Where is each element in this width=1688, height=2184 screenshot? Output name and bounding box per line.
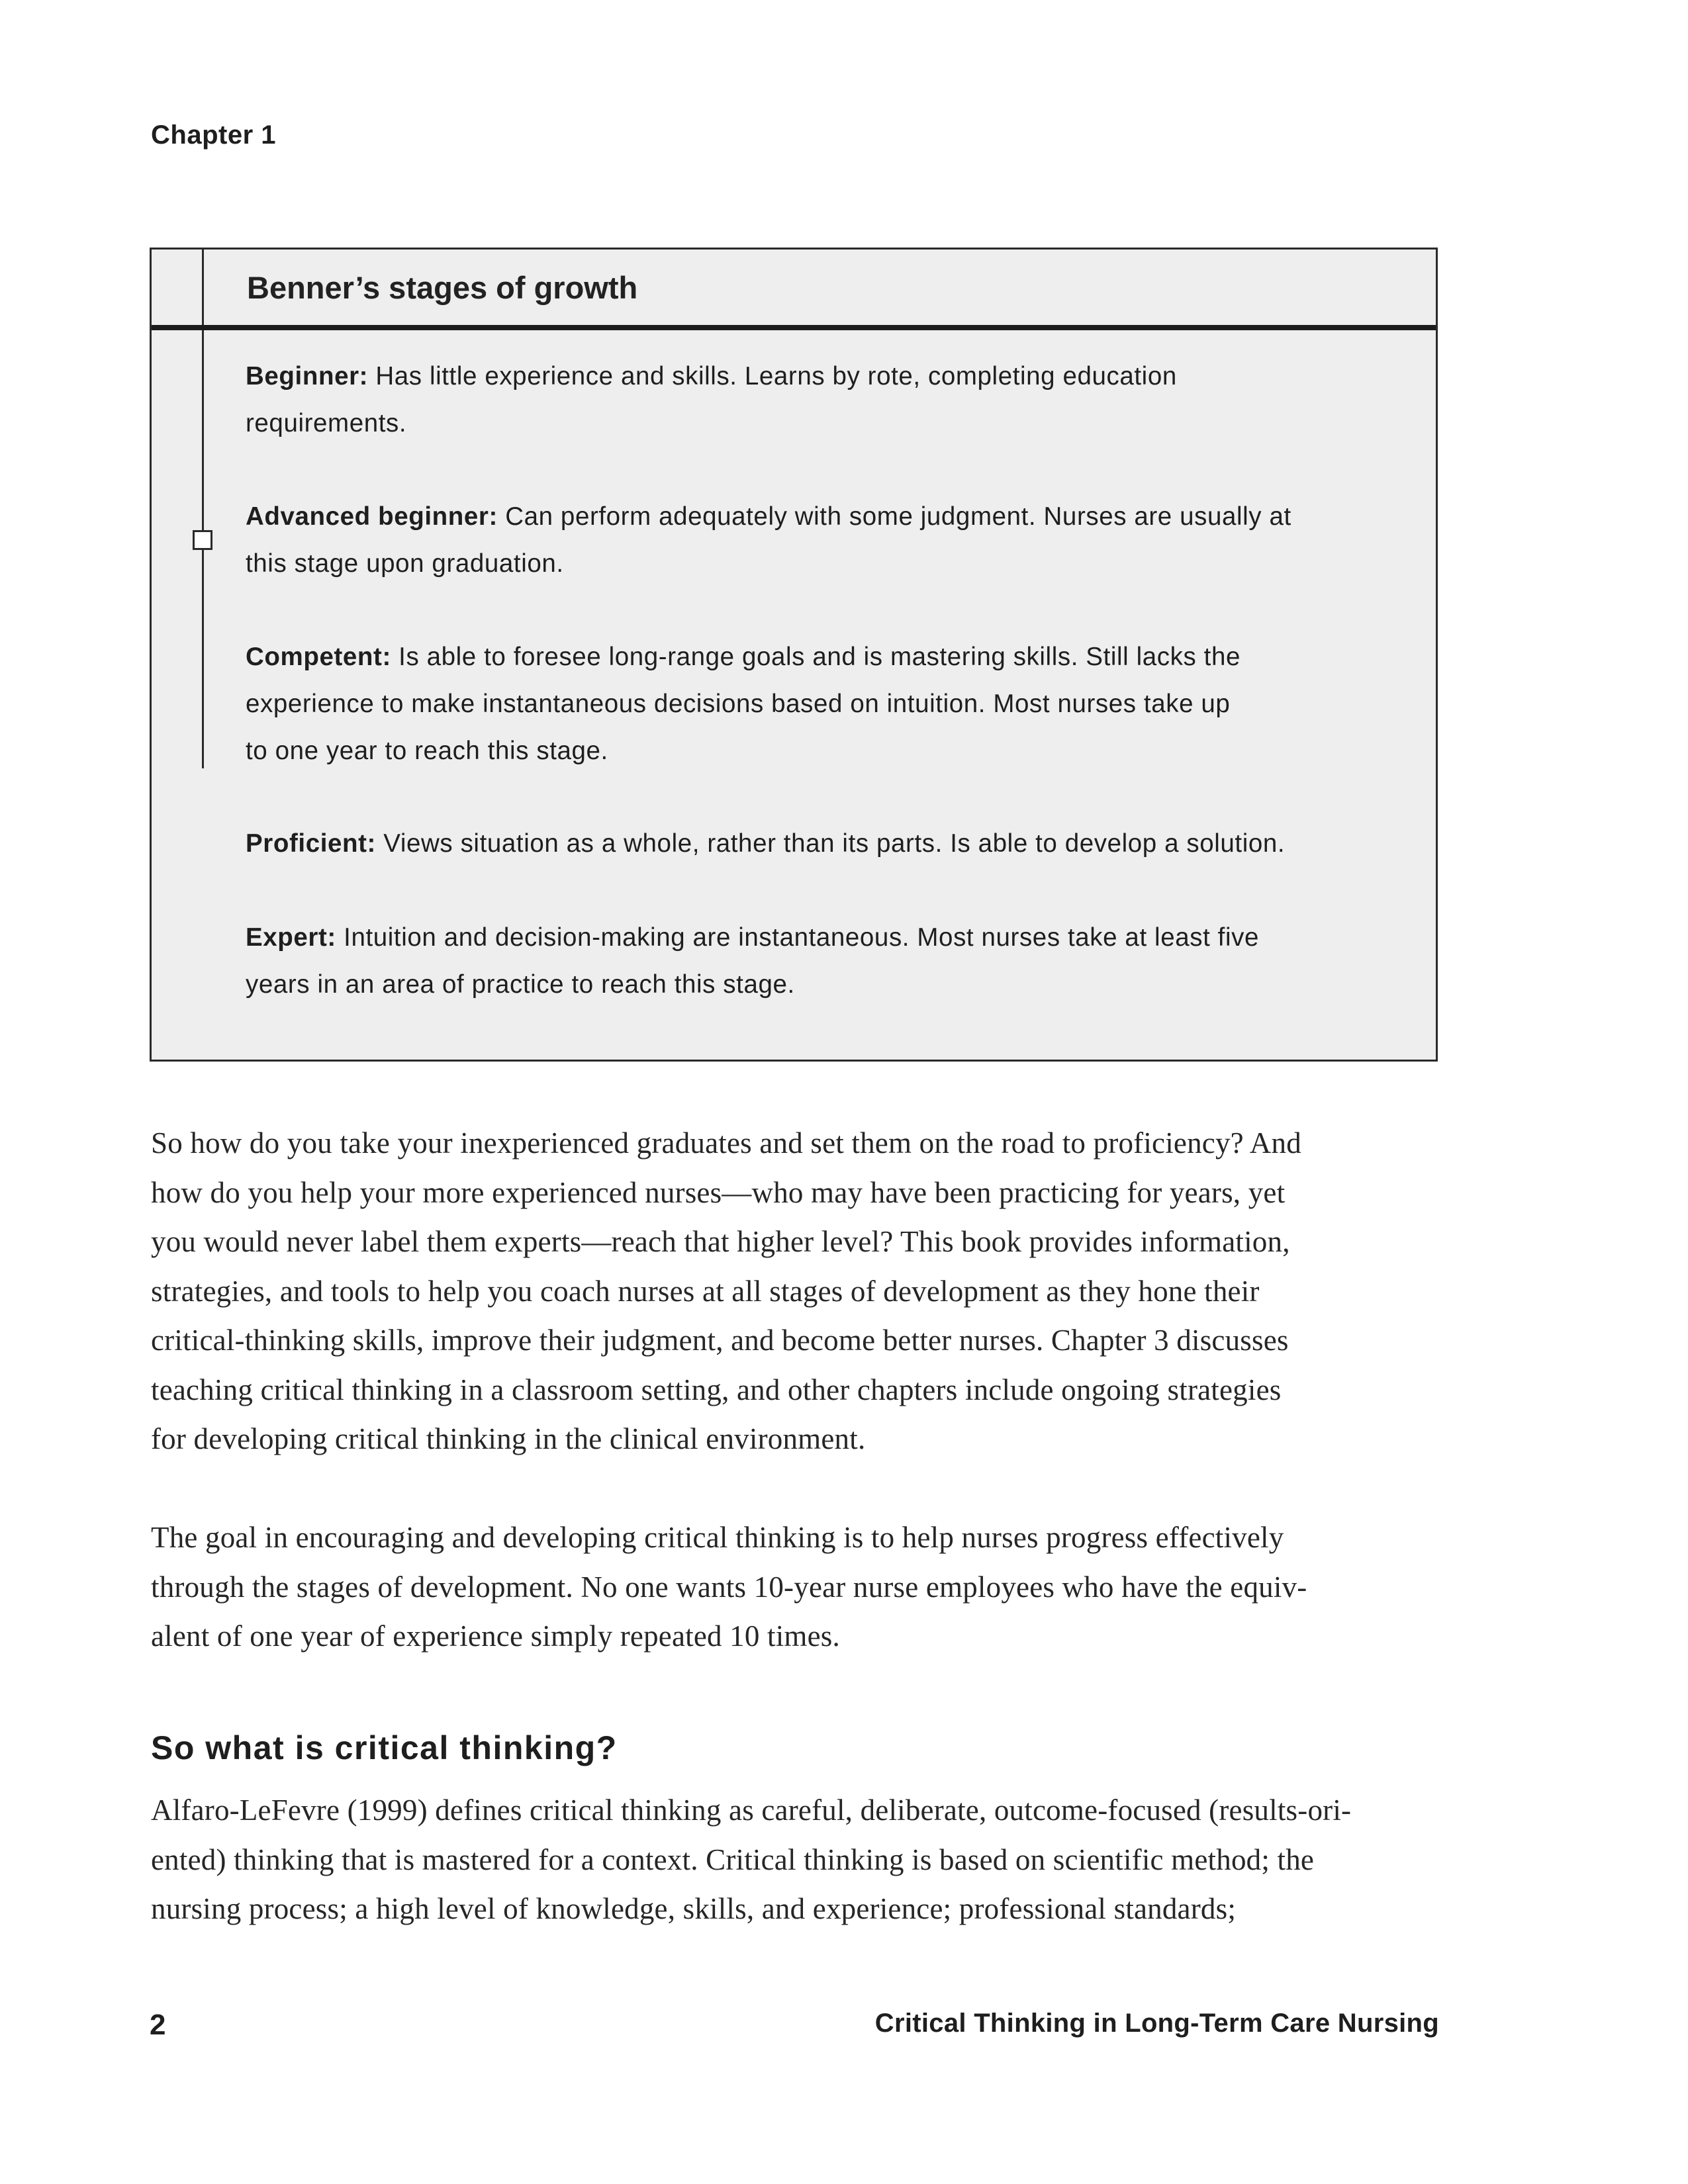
stage-text: this stage upon graduation. [246,549,564,578]
footer-book-title: Critical Thinking in Long-Term Care Nursing [874,2009,1439,2038]
sidebar-header [152,250,1436,330]
paragraph-line: for developing critical thinking in the clinical environment. [151,1422,866,1455]
paragraph-line: ented) thinking that is mastered for a context. Critical thinking is based on scientific method; the [151,1843,1315,1876]
paragraph-line: you would never label them experts—reach that higher level? This book provides information, [151,1225,1290,1258]
sidebar-title: Benner’s stages of growth [247,270,638,305]
stage-text: to one year to reach this stage. [246,737,608,765]
paragraph-line: teaching critical thinking in a classroom setting, and other chapters include ongoing strategies [151,1373,1282,1406]
section-paragraph [151,1786,1475,1934]
stage-term: Beginner: [246,362,369,390]
stage-proficient [246,820,1397,867]
paragraph-line: So how do you take your inexperienced graduates and set them on the road to proficiency? And [151,1126,1301,1160]
stage-term: Competent: [246,643,391,671]
stage-competent [246,633,1397,774]
body-paragraph [151,1118,1475,1464]
stage-advanced-beginner [246,493,1397,587]
paragraph-line: nursing process; a high level of knowledge, skills, and experience; professional standards; [151,1892,1237,1925]
stage-term: Proficient: [246,829,376,858]
body-paragraph [151,1513,1475,1661]
stage-text: Is able to foresee long-range goals and is mastering skills. Still lacks the [391,643,1241,671]
paragraph-line: The goal in encouraging and developing critical thinking is to help nurses progress effectively [151,1521,1284,1554]
sidebar-rule-decoration [202,250,204,325]
stage-term: Expert: [246,923,336,952]
page-number: 2 [150,2009,166,2041]
stage-text: Intuition and decision-making are instantaneous. Most nurses take at least five [336,923,1259,952]
paragraph-line: alent of one year of experience simply repeated 10 times. [151,1619,840,1653]
section-heading: So what is critical thinking? [151,1729,618,1766]
stage-text: Can perform adequately with some judgment. Nurses are usually at [497,502,1291,531]
paragraph-line: how do you help your more experienced nurses—who may have been practicing for years, yet [151,1175,1286,1209]
stage-text: Has little experience and skills. Learns by rote, completing education [368,362,1177,390]
stage-text: Views situation as a whole, rather than its parts. Is able to develop a solution. [375,829,1286,858]
paragraph-line: critical-thinking skills, improve their judgment, and become better nurses. Chapter 3 discusses [151,1324,1289,1357]
stage-expert [246,914,1397,1008]
stage-beginner [246,353,1397,447]
running-head: Chapter 1 [151,120,276,150]
stage-text: experience to make instantaneous decisions based on intuition. Most nurses take up [246,690,1231,718]
sidebar-square-decoration [193,530,212,550]
sidebar-box [150,248,1438,1062]
stage-text: years in an area of practice to reach this stage. [246,970,795,999]
paragraph-line: Alfaro-LeFevre (1999) defines critical thinking as careful, deliberate, outcome-focused (results-ori- [151,1794,1352,1827]
stage-text: requirements. [246,409,407,437]
paragraph-line: through the stages of development. No one wants 10-year nurse employees who have the equiv- [151,1570,1307,1604]
paragraph-line: strategies, and tools to help you coach nurses at all stages of development as they hone their [151,1274,1260,1308]
stage-term: Advanced beginner: [246,502,498,531]
